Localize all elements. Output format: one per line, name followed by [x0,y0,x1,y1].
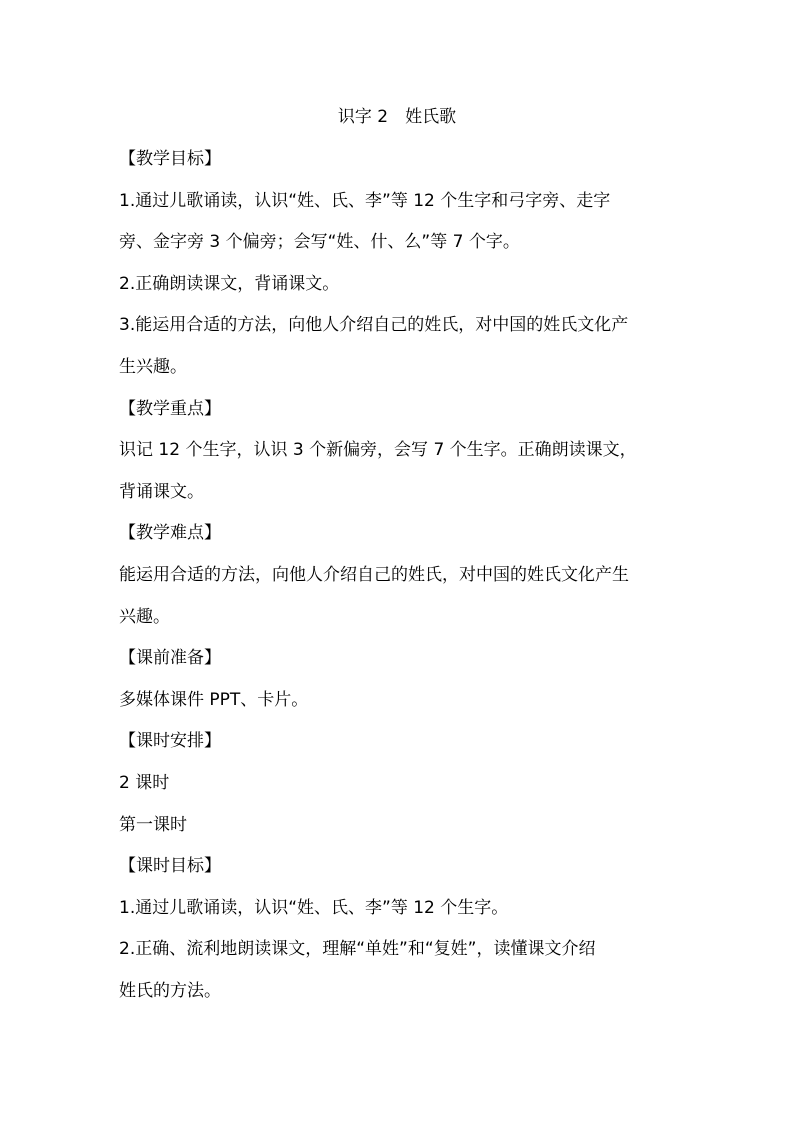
heading-teaching-goals: 【教学目标】 [119,149,221,169]
paragraph-line: 识记 12 个生字，认识 3 个新偏旁，会写 7 个生字。正确朗读课文， [119,440,637,461]
document-body [119,145,679,1018]
paragraph-line: 1.通过儿歌诵读，认识“姓、氏、李”等 12 个生字和弓字旁、走字 [119,190,611,211]
page-title: 识字 2 姓氏歌 [337,107,457,127]
paragraph-line: 1.通过儿歌诵读，认识“姓、氏、李”等 12 个生字。 [119,897,509,918]
section-first-lesson: 第一课时 [119,814,187,835]
heading-lesson-goals: 【课时目标】 [119,856,221,877]
paragraph-line: 兴趣。 [119,606,170,627]
paragraph-line: 旁、金字旁 3 个偏旁；会写“姓、什、么”等 7 个字。 [119,232,520,253]
paragraph-line: 2.正确朗读课文，背诵课文。 [119,273,340,294]
paragraph-line: 3.能运用合适的方法，向他人介绍自己的姓氏，对中国的姓氏文化产 [119,315,629,336]
paragraph-line: 2.正确、流利地朗读课文，理解“单姓”和“复姓”，读懂课文介绍 [119,939,596,960]
heading-schedule: 【课时安排】 [119,731,221,752]
paragraph-line: 2 课时 [119,772,170,793]
paragraph-line: 能运用合适的方法，向他人介绍自己的姓氏，对中国的姓氏文化产生 [119,564,629,585]
paragraph-line: 背诵课文。 [119,481,204,502]
heading-teaching-focus: 【教学重点】 [119,398,221,419]
heading-teaching-difficulty: 【教学难点】 [119,523,221,544]
paragraph-line: 姓氏的方法。 [119,980,221,1001]
heading-preparation: 【课前准备】 [119,648,221,669]
paragraph-line: 多媒体课件 PPT、卡片。 [119,689,309,710]
paragraph-line: 生兴趣。 [119,356,187,377]
